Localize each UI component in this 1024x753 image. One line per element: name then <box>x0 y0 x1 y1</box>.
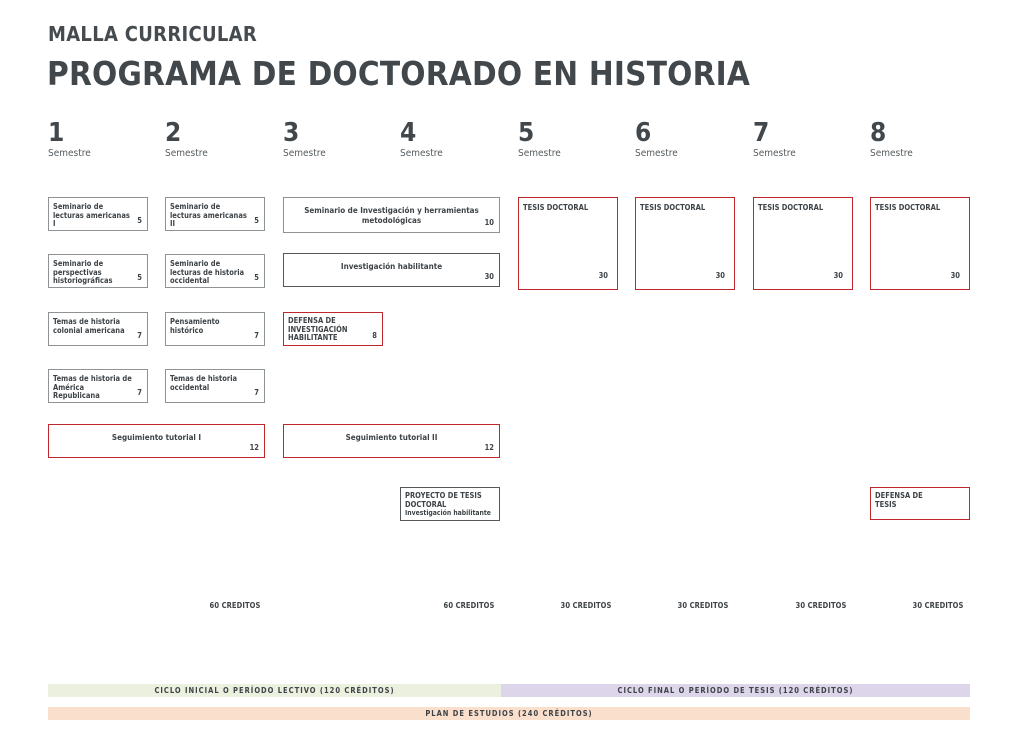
semester-header-7 <box>753 118 853 160</box>
course-credits: 30 <box>484 272 494 282</box>
course-box-defensa-investigacion <box>283 312 383 346</box>
semester-number: 4 <box>400 118 417 148</box>
course-box-s2-temas-occidental <box>165 369 265 403</box>
semester-label: Semestre <box>400 148 443 159</box>
course-title: Seguimiento tutorial I <box>111 433 202 442</box>
course-credits: 10 <box>484 218 494 228</box>
course-box-tesis-s5 <box>518 197 618 290</box>
course-box-s1-perspectivas <box>48 254 148 288</box>
semester-number: 1 <box>48 118 65 148</box>
semester-label: Semestre <box>635 148 678 159</box>
semester-header-2 <box>165 118 265 160</box>
semester-label: Semestre <box>518 148 561 159</box>
semester-number: 2 <box>165 118 182 148</box>
page-title: PROGRAMA DE DOCTORADO EN HISTORIA <box>47 54 751 93</box>
semester-label: Semestre <box>283 148 326 159</box>
course-box-s2-lecturas <box>165 197 265 231</box>
course-credits: 30 <box>715 271 725 281</box>
course-credits: 8 <box>372 331 377 341</box>
proyecto-title: PROYECTO DE TESIS DOCTORAL <box>405 491 482 509</box>
semester-header-5 <box>518 118 618 160</box>
course-box-tesis-s7 <box>753 197 853 290</box>
course-box-tesis-s8 <box>870 197 970 290</box>
course-title: Seguimiento tutorial II <box>345 433 438 442</box>
credit-total-s7: 30 CREDITOS <box>795 601 847 610</box>
course-box-s2-occidental <box>165 254 265 288</box>
credit-total-s6: 30 CREDITOS <box>677 601 729 610</box>
course-box-s1-republicana <box>48 369 148 403</box>
course-credits: 7 <box>137 388 142 398</box>
credit-total-s8: 30 CREDITOS <box>912 601 964 610</box>
credit-total-s12: 60 CREDITOS <box>209 601 261 610</box>
course-title: Seminario de lecturas americanas II <box>170 202 247 229</box>
credit-total-s34: 60 CREDITOS <box>443 601 495 610</box>
course-box-s1-lecturas <box>48 197 148 231</box>
course-title: Seminario de Investigación y herramientas metodológicas <box>304 206 479 225</box>
course-title: Temas de historia occidental <box>170 374 238 392</box>
course-credits: 5 <box>254 216 259 226</box>
course-box-investigacion-habilitante <box>283 253 500 287</box>
semester-header-4 <box>400 118 500 160</box>
course-title: DEFENSA DE INVESTIGACIÓN HABILITANTE <box>288 316 348 343</box>
course-box-s2-pensamiento <box>165 312 265 346</box>
course-title: TESIS DOCTORAL <box>523 203 589 212</box>
course-credits: 7 <box>254 388 259 398</box>
course-credits: 30 <box>598 271 608 281</box>
semester-label: Semestre <box>753 148 796 159</box>
course-box-tesis-s6 <box>635 197 735 290</box>
proyecto-subtitle: Investigación habilitante <box>405 509 491 518</box>
semester-number: 6 <box>635 118 652 148</box>
course-title: Temas de historia de América Republicana <box>53 374 132 401</box>
semester-header-8 <box>870 118 970 160</box>
course-box-defensa-tesis <box>870 487 970 520</box>
course-title: Seminario de lecturas americanas I <box>53 202 130 229</box>
course-credits: 5 <box>137 216 142 226</box>
course-credits: 12 <box>249 443 259 453</box>
semester-label: Semestre <box>48 148 91 159</box>
semester-header-6 <box>635 118 735 160</box>
semester-label: Semestre <box>870 148 913 159</box>
course-credits: 5 <box>137 273 142 283</box>
course-box-seminario-investigacion <box>283 197 500 233</box>
course-credits: 30 <box>950 271 960 281</box>
course-title: TESIS DOCTORAL <box>640 203 706 212</box>
semester-number: 8 <box>870 118 887 148</box>
course-credits: 30 <box>833 271 843 281</box>
course-title: DEFENSA DE TESIS <box>875 491 923 509</box>
course-box-tutorial-1 <box>48 424 265 458</box>
course-box-proyecto-tesis <box>400 487 500 521</box>
course-title: TESIS DOCTORAL <box>875 203 941 212</box>
course-box-tutorial-2 <box>283 424 500 458</box>
course-title: TESIS DOCTORAL <box>758 203 824 212</box>
credit-total-s5: 30 CREDITOS <box>560 601 612 610</box>
semester-number: 5 <box>518 118 535 148</box>
course-box-s1-colonial <box>48 312 148 346</box>
semester-header-1 <box>48 118 148 160</box>
band-ciclo-inicial: CICLO INICIAL O PERÍODO LECTIVO (120 CRÉDITOS) <box>48 684 501 697</box>
semester-number: 7 <box>753 118 770 148</box>
supertitle: MALLA CURRICULAR <box>48 22 258 46</box>
semester-label: Semestre <box>165 148 208 159</box>
course-title: Temas de historia colonial americana <box>53 317 125 335</box>
semester-header-3 <box>283 118 383 160</box>
course-title <box>405 492 495 518</box>
course-credits: 7 <box>254 331 259 341</box>
course-credits: 7 <box>137 331 142 341</box>
course-credits: 12 <box>484 443 494 453</box>
course-title: Investigación habilitante <box>340 262 443 271</box>
course-title: Seminario de perspectivas historiográficas <box>53 259 113 286</box>
course-credits: 5 <box>254 273 259 283</box>
course-title: Seminario de lecturas de historia occidental <box>170 259 245 286</box>
semester-number: 3 <box>283 118 300 148</box>
band-plan-estudios: PLAN DE ESTUDIOS (240 CRÉDITOS) <box>48 707 970 720</box>
course-title: Pensamiento histórico <box>170 317 220 335</box>
band-ciclo-final: CICLO FINAL O PERÍODO DE TESIS (120 CRÉDITOS) <box>501 684 970 697</box>
